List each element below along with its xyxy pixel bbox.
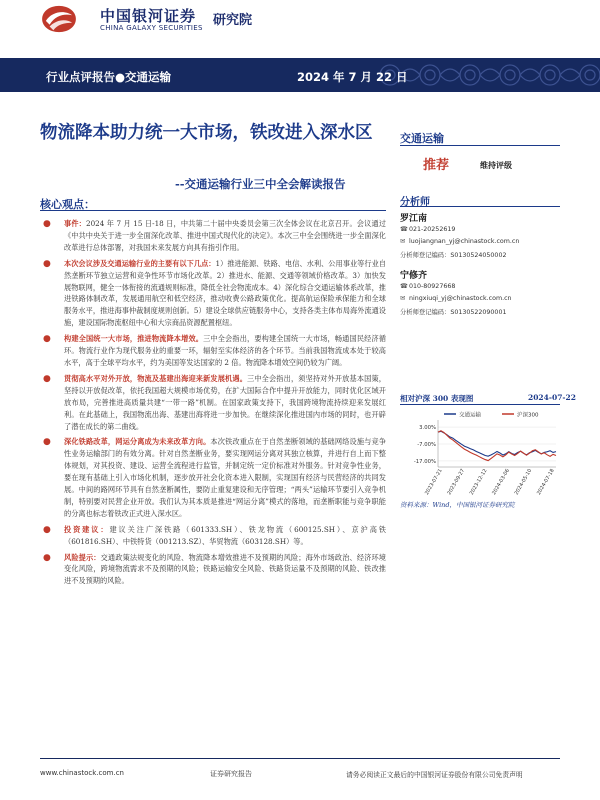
report-banner xyxy=(0,58,600,92)
analyst-cert: 分析师登记编码：S0130524050002 xyxy=(400,252,507,259)
company-name-en: CHINA GALAXY SECURITIES xyxy=(100,24,203,32)
analyst-heading: 分析师 xyxy=(400,197,430,208)
bullet-icon: ● xyxy=(43,437,51,448)
bullet-icon: ● xyxy=(43,258,51,269)
analyst-phone: ☎010-80927668 xyxy=(400,283,456,290)
report-type: 行业点评报告●交通运输 xyxy=(46,70,172,84)
phone-icon: ☎ xyxy=(400,226,408,233)
footer-url[interactable]: www.chinastock.com.cn xyxy=(40,769,124,777)
divider xyxy=(400,145,560,146)
divider xyxy=(400,206,560,207)
company-name-cn: 中国银河证券 xyxy=(100,7,197,25)
y-tick-label: 3.00% xyxy=(419,425,436,432)
chart-title: 相对沪深 300 表现图 xyxy=(400,394,474,403)
list-item: ● 本次会议涉及交通运输行业的主要有以下几点：1）推进能源、铁路、电信、水利、公用事业等行业自然垄断环节独立运营和竞争性环节市场化改革。2）推进水、能源、交通等领域价格改革。3）加快发展物联网，健全一体衔接的流通规则标准，降低全社会物流成本。4）深化综合交通运输体系改革，推进铁路体制改革，发展通用航空和低空经济，推动收费公路政策优化。提高航运保险承保能力和全球服务水平，推进海事仲裁制度规则创新。5）建设全球供应链服务中心，支持各类主体布局海外流通设施，建设国际物流枢纽中心和大宗商品资源配置枢纽。 xyxy=(43,258,386,328)
list-item: ● 事件：2024 年 7 月 15 日-18 日，中共第二十届中央委员会第三次全体会议在北京召开。会议通过《中共中央关于进一步全面深化改革、推进中国式现代化的决定》。本次三中全会围绕进一步全面深化改革进行总体部署，对我国未来发展方向具有指引作用。 xyxy=(43,219,386,252)
list-item: ● 贯彻高水平对外开放，物流及基建出海迎来新发展机遇。三中全会指出，须坚持对外开放基本国策，坚持以开放促改革，依托我国超大规模市场优势，在扩大国际合作中提升开放能力，同时优化区域开放布局，完善推进高质量共建“一带一路”机制。在国家政策支持下，我国跨境物流持续迎来发展红利。在此基础上，我国物流出海、基建出海将进一步加快。在继续深化推进国内市场的同时，也开辟了潜在成长的第二曲线。 xyxy=(43,373,386,431)
chart-date: 2024-07-22 xyxy=(528,393,576,402)
core-view-heading: 核心观点： xyxy=(40,198,95,211)
analyst-name: 罗江南 xyxy=(400,214,428,224)
legend-label: 沪深300 xyxy=(517,412,539,419)
institute-label: 研究院 xyxy=(213,13,253,28)
y-tick-label: -7.00% xyxy=(417,442,436,448)
divider xyxy=(40,210,386,211)
list-item: ● 深化铁路改革，网运分离成为未来改革方向。本次铁改重点在于自然垄断领域的基础网络设施与竞争性业务运输部门的有效分离。针对自然垄断业务，要实现网运分离对其独立核算，并进行自上而下整体规划，对其投资、建设、运营全流程进行监管，并制定统一定价标准对外服务。针对竞争性业务，要在现有基础上引入市场化机制，逐步放开社会化资本进入限制，实现国有经济与民营经济的共同发展。中间的路网环节具有自然垄断属性，要防止重复建设和无序管理；“两头”运输环节要引入竞争机制，特别要对民营企业开放。我们认为其本质是推进“网运分离”模式的落地，而垄断职能与竞争职能的分离也标志着铁改正式进入深水区。 xyxy=(43,437,386,518)
bullet-icon: ● xyxy=(43,552,51,563)
bullet-icon: ● xyxy=(43,219,51,229)
report-date: 2024 年 7 月 22 日 xyxy=(297,70,408,84)
legend-label: 交通运输 xyxy=(459,412,482,419)
analyst-email[interactable]: ✉ luojiangnan_yj@chinastock.com.cn xyxy=(400,238,520,245)
report-title: 物流降本助力统一大市场，铁改进入深水区 xyxy=(40,123,373,143)
list-item: ● 构建全国统一大市场，推进物流降本增效。三中全会指出，要构建全国统一大市场，畅通国民经济循环。物流行业作为现代服务业的重要一环，辐射至实体经济的各个环节。当前我国物流成本处于较高水平，高于全球平均水平，约为美国等发达国家的 2 倍。物流降本增效空间仍较为广阔。 xyxy=(43,334,386,367)
x-tick-label: 2023-07-21 xyxy=(424,468,444,497)
phone-icon: ☎ xyxy=(400,283,408,290)
footer-center: 证券研究报告 xyxy=(210,770,252,778)
analyst-cert: 分析师登记编码：S0130522090001 xyxy=(400,309,507,316)
bullet-icon: ● xyxy=(43,524,51,535)
page-cutoff xyxy=(0,748,600,758)
analyst-phone: ☎021-20252619 xyxy=(400,226,456,233)
performance-chart xyxy=(400,408,560,498)
x-tick-label: 2024-03-06 xyxy=(491,468,511,497)
rating-action: 维持评级 xyxy=(480,160,512,170)
x-tick-label: 2024-07-18 xyxy=(536,468,556,497)
report-subtitle: --交通运输行业三中全会解读报告 xyxy=(175,177,346,191)
bullet-icon: ● xyxy=(43,334,51,345)
x-tick-label: 2023-09-27 xyxy=(446,468,467,497)
x-tick-label: 2024-05-10 xyxy=(513,468,534,497)
footer-divider xyxy=(40,758,560,759)
divider xyxy=(400,404,560,405)
bullet-icon: ● xyxy=(43,373,51,384)
list-item: ● 投资建议：建议关注广深铁路（601333.SH）、铁龙物流（600125.SH）、京沪高铁（601816.SH）、中铁特货（001213.SZ）、华贸物流（603128.SH）等。 xyxy=(43,524,386,546)
sector-label: 交通运输 xyxy=(400,132,444,145)
galaxy-logo-icon xyxy=(40,4,78,34)
recommendation-badge: 推荐 xyxy=(423,158,450,173)
analyst-name: 宁修齐 xyxy=(400,271,428,281)
x-tick-label: 2023-12-12 xyxy=(468,468,489,497)
footer-disclaimer: 请务必阅读正文最后的中国银河证券股份有限公司免责声明 xyxy=(346,771,523,779)
chart-source: 资料来源：Wind，中国银河证券研究院 xyxy=(400,501,515,509)
email-icon: ✉ xyxy=(400,295,406,302)
email-icon: ✉ xyxy=(400,238,406,245)
list-item: ● 风险提示：交通政策法规变化的风险、物流降本增效推进不及预期的风险；海外市场政治、经济环境变化风险，跨境物流需求不及预期的风险；铁路运输安全风险、铁路货运量不及预期的风险、铁改推进不及预期的风险。 xyxy=(43,552,386,586)
key-points-list xyxy=(42,218,386,591)
y-tick-label: -17.00% xyxy=(413,458,436,465)
analyst-email[interactable]: ✉ ningxiuqi_yj@chinastock.com.cn xyxy=(400,295,512,302)
series-line-hs300 xyxy=(438,431,556,461)
